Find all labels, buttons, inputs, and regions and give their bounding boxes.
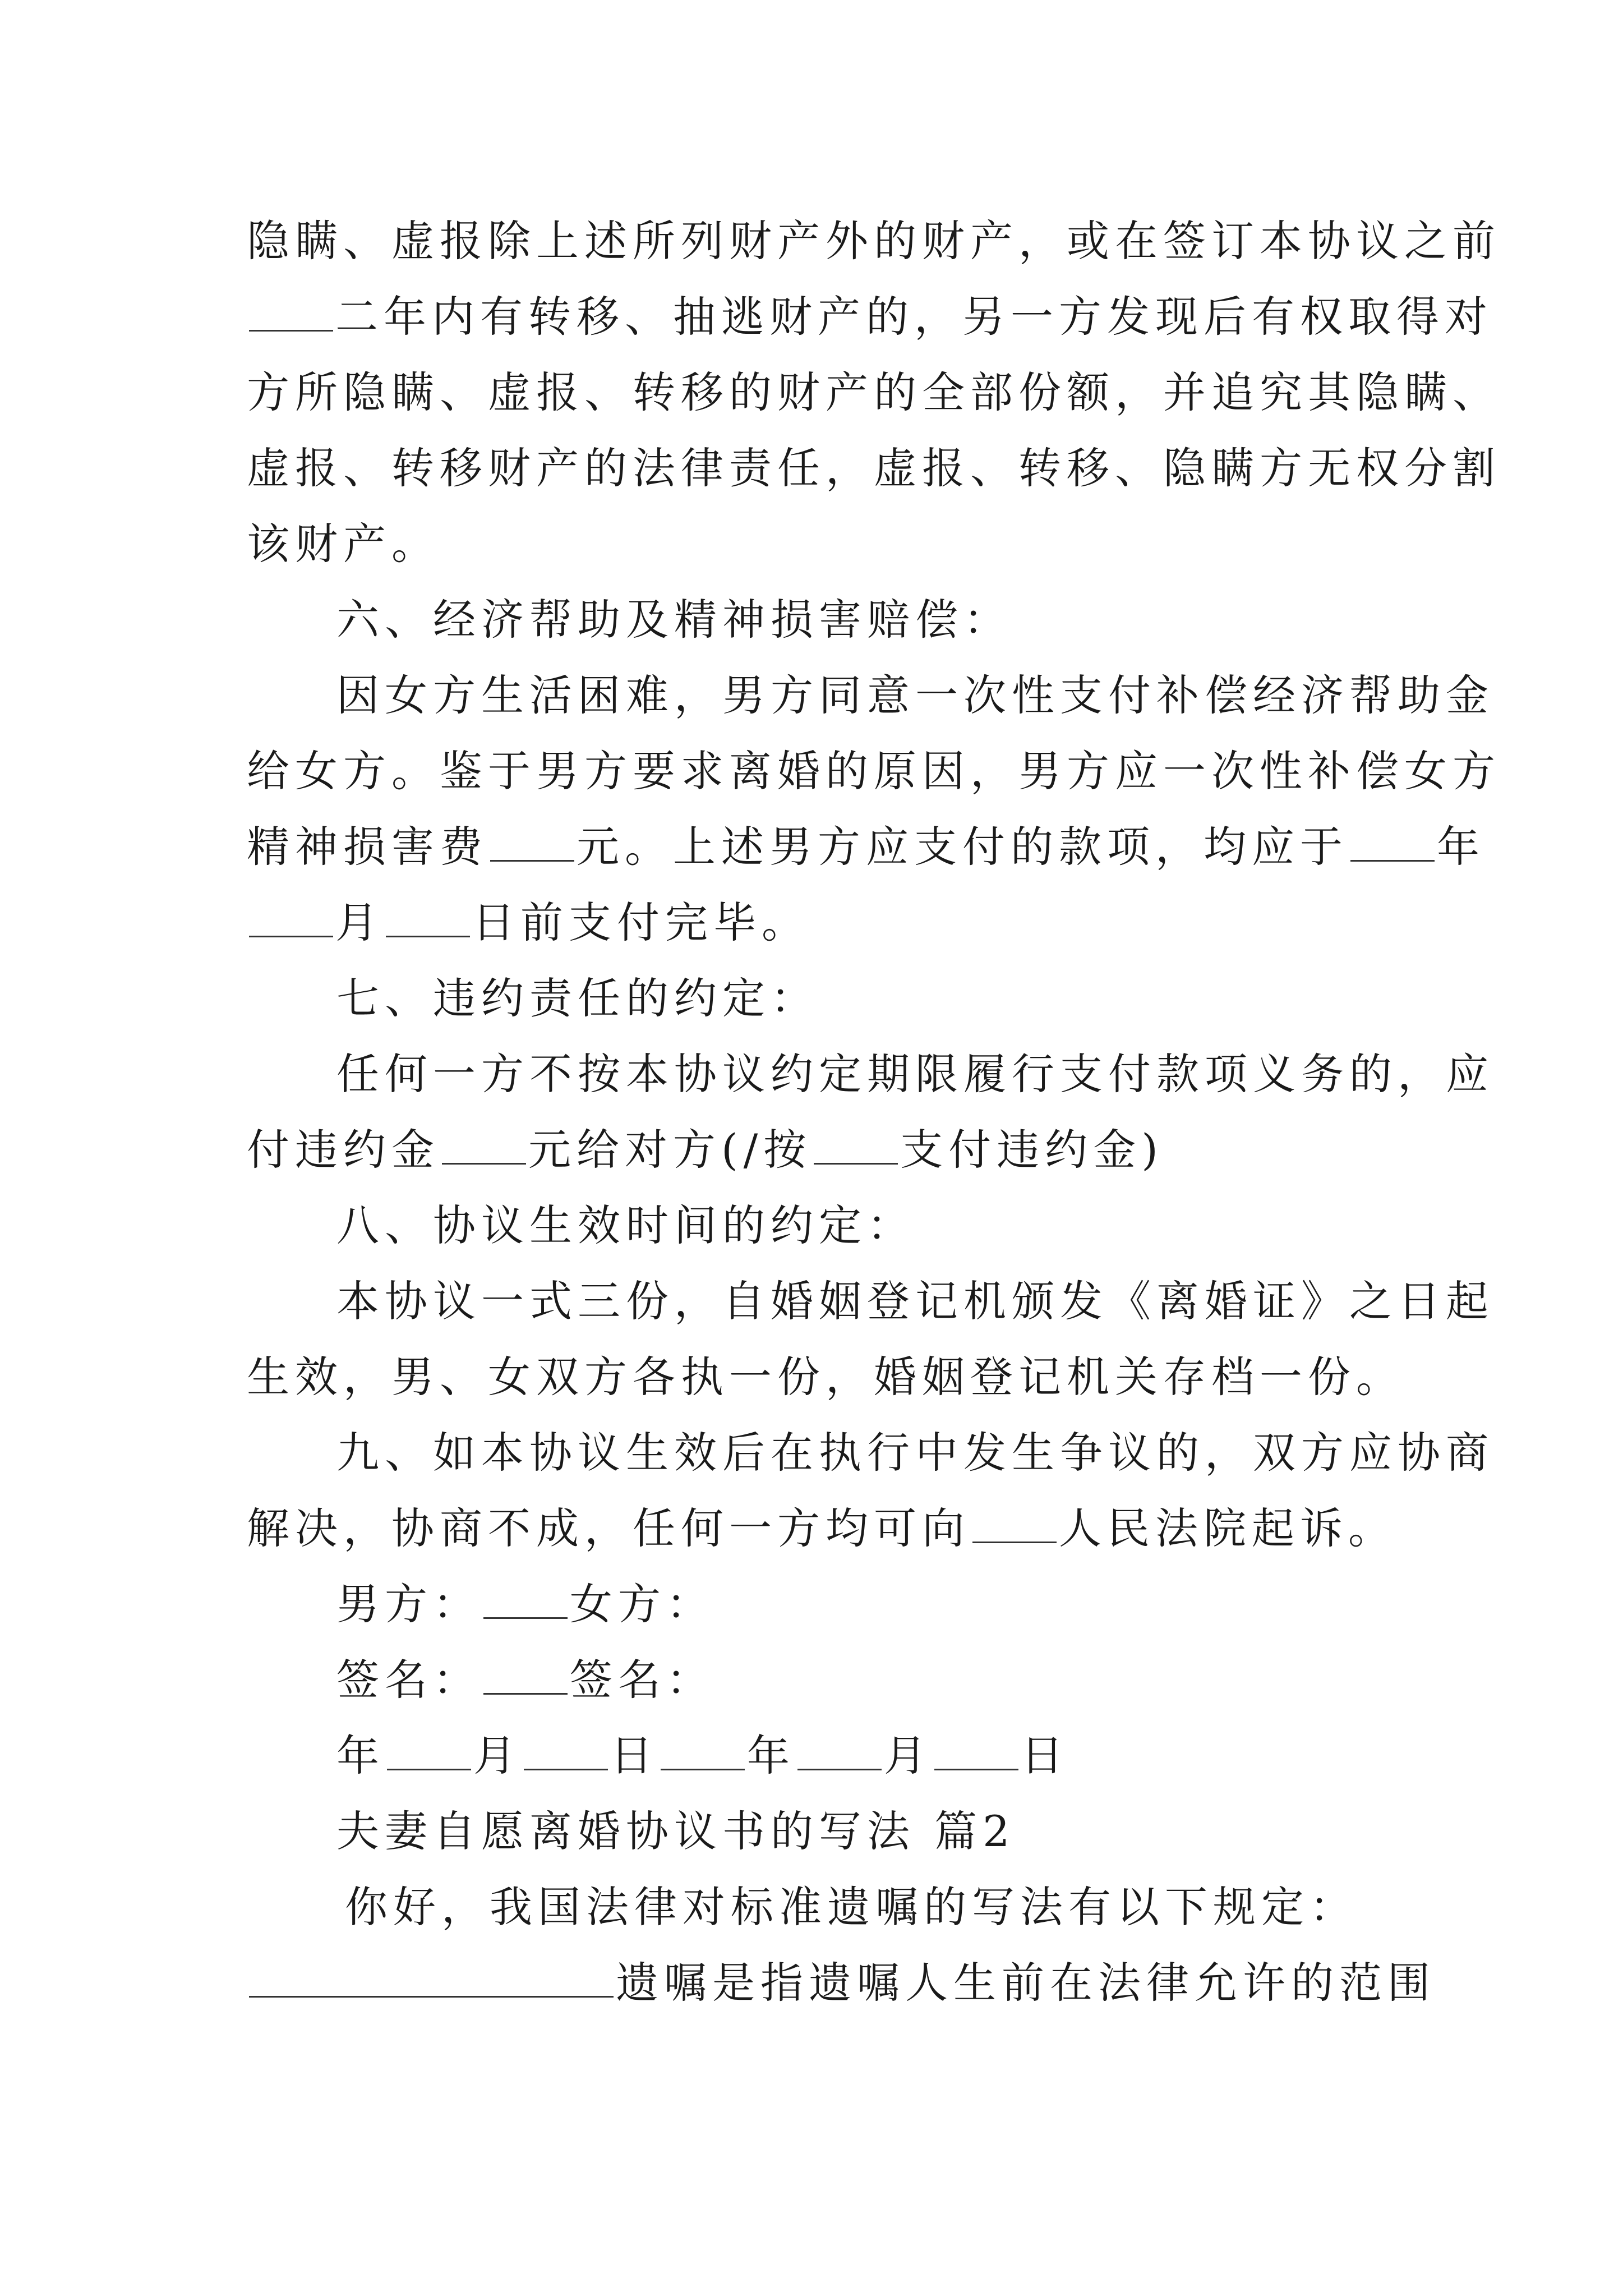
text-line: 本协议一式三份，自婚姻登记机颁发《离婚证》之日起 xyxy=(336,1276,1494,1326)
text-line: 遗嘱是指遗嘱人生前在法律允许的范围 xyxy=(247,1955,1436,2011)
text-line: 你好，我国法律对标准遗嘱的写法有以下规定： xyxy=(345,1882,1358,1932)
text-line: 付违约金 元给对方(/按 支付违约金) xyxy=(247,1125,1164,1175)
text-line: 方所隐瞒、虚报、转移的财产的全部份额，并追究其隐瞒、 xyxy=(247,367,1501,417)
fill-blank xyxy=(661,1729,745,1770)
fill-blank xyxy=(490,821,574,862)
section-heading: 九、如本协议生效后在执行中发生争议的，双方应协商 xyxy=(336,1428,1494,1478)
signature-line: 签名： 签名： xyxy=(336,1655,714,1705)
fill-blank xyxy=(249,1957,614,1998)
date-line: 年 月 日 年 月 日 xyxy=(336,1731,1069,1780)
section-heading: 七、违约责任的约定： xyxy=(336,973,819,1023)
signature-party-line: 男方： 女方： xyxy=(336,1579,714,1629)
fill-blank xyxy=(524,1729,608,1770)
fill-blank xyxy=(483,1654,568,1695)
text-line: 给女方。鉴于男方要求离婚的原因，男方应一次性补偿女方 xyxy=(247,746,1501,796)
fill-blank xyxy=(387,1729,471,1770)
fill-blank xyxy=(972,1502,1057,1543)
fill-blank xyxy=(483,1578,568,1619)
section-heading: 八、协议生效时间的约定： xyxy=(336,1200,915,1250)
text-line: 二年内有转移、抽逃财产的，另一方发现后有权取得对 xyxy=(247,289,1493,345)
fill-blank xyxy=(814,1124,898,1165)
fill-blank xyxy=(386,896,470,937)
fill-blank xyxy=(1350,821,1435,862)
text-line: 任何一方不按本协议约定期限履行支付款项义务的，应 xyxy=(336,1049,1494,1099)
fill-blank xyxy=(249,291,333,332)
fill-blank xyxy=(442,1124,526,1165)
text-line: 因女方生活困难，男方同意一次性支付补偿经济帮助金 xyxy=(336,670,1494,720)
section-heading: 六、经济帮助及精神损害赔偿： xyxy=(336,595,1012,645)
fill-blank xyxy=(249,896,333,937)
text-line: 解决，协商不成，任何一方均可向 人民法院起诉。 xyxy=(247,1503,1396,1553)
fill-blank xyxy=(934,1729,1018,1770)
text-line: 生效，男、女双方各执一份，婚姻登记机关存档一份。 xyxy=(247,1352,1404,1402)
text-line: 虚报、转移财产的法律责任，虚报、转移、隐瞒方无权分割 xyxy=(247,443,1501,493)
text-line: 月 日前支付完毕。 xyxy=(247,895,810,951)
text-line: 该财产。 xyxy=(247,519,440,569)
article-title: 夫妻自愿离婚协议书的写法 篇2 xyxy=(336,1806,1016,1856)
text-line: 隐瞒、虚报除上述所列财产外的财产，或在签订本协议之前 xyxy=(247,216,1501,266)
text-line: 精神损害费 元。上述男方应支付的款项，均应于 年 xyxy=(247,822,1485,872)
fill-blank xyxy=(797,1729,882,1770)
